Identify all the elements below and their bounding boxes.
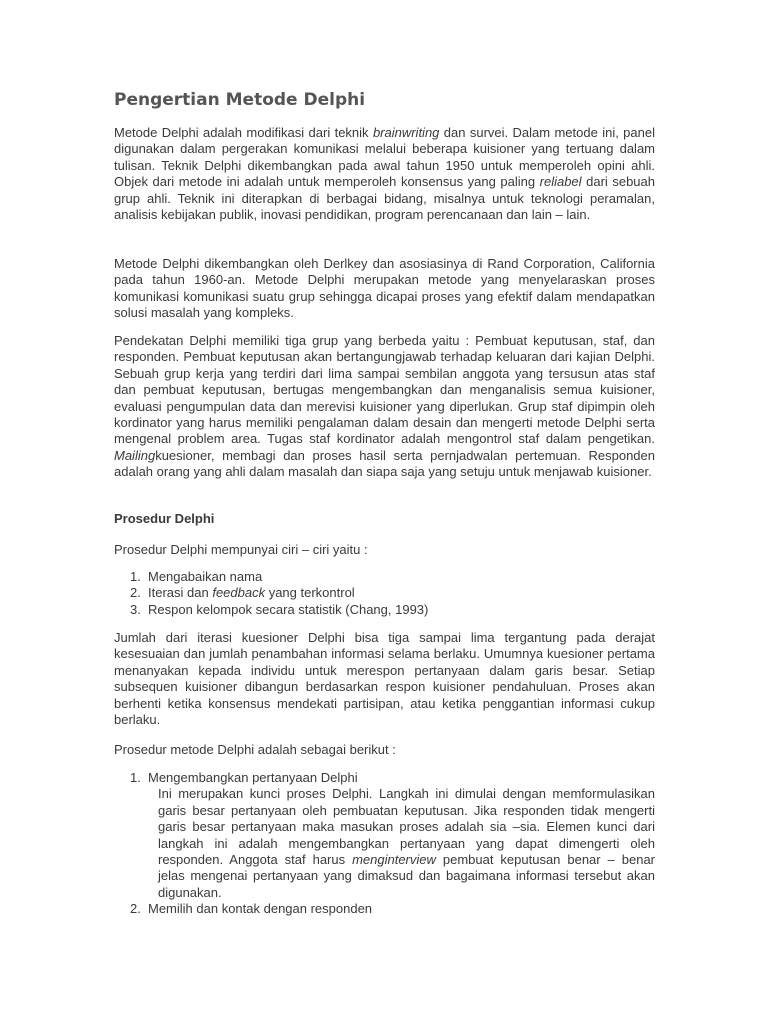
paragraph-5: Jumlah dari iterasi kuesioner Delphi bisa tiga sampai lima tergantung pada derajat kesesuaian dan jumlah penambahan informasi selama berlaku. Umumnya kuesioner pertama menanyakan kepada individu untuk merespon pertanyaan dalam garis besar. Setiap subsequen kuisioner dibangun berdasarkan respon kuisioner pendahuluan. Proses akan berhenti ketika konsensus mendekati partisipan, atau ketika penggantian informasi cukup berlaku. [114,630,655,728]
paragraph-2: Metode Delphi dikembangkan oleh Derlkey dan asosiasinya di Rand Corporation, California pada tahun 1960-an. Metode Delphi merupakan metode yang menyelaraskan proses komunikasi komunikasi suatu grup sehingga dicapai proses yang efektif dalam mendapatkan solusi masalah yang kompleks. [114,256,655,321]
text-run: dari sebuah grup ahli. Teknik ini diterapkan di berbagai bidang, misalnya untuk teknologi peramalan, analisis kebijakan publik, inovasi pendidikan, program perencanaan dan lain – lain. [114,174,655,223]
list-item: 1. Mengembangkan pertanyaan Delphi Ini merupakan kunci proses Delphi. Langkah ini dimulai dengan memformulasikan garis besar pertanyaan oleh pembuatan keputusan. Jika responden tidak mengerti garis besar pertanyaan maka masukan proses adalah sia –sia. Elemen kunci dari langkah ini adalah mengembangkan pertanyaan yang dapat dimengerti oleh responden. Anggota staf harus menginterview pembuat keputusan benar – benar jelas mengenai pertanyaan yang dimaksud dan bagaimana informasi tersebut akan digunakan. [130,770,656,900]
text-run: Metode Delphi adalah modifikasi dari teknik [114,125,373,140]
document-title: Pengertian Metode Delphi [114,90,366,110]
text-run: Pendekatan Delphi memiliki tiga grup yang berbeda yaitu : Pembuat keputusan, staf, dan responden. Pembuat keputusan akan bertangungjawab terhadap keluaran dari kajian Delphi. Sebuah grup kerja yang terdiri dari lima sampai sembilan anggota yang tersusun atas staf dan pembuat keputusan, bertugas mengembangkan dan menganalisis semua kuisioner, evaluasi pengumpulan data dan merevisi kuisioner yang diperlukan. Grup staf dipimpin oleh kordinator yang harus memiliki pengalaman dalam desain dan mengerti metode Delphi serta mengenal problem area. Tugas staf kordinator adalah mengontrol staf dalam pengetikan. [114,333,655,447]
emphasis-text: brainwriting [372,125,440,140]
paragraph-3 [114,333,655,481]
list-item: 1. Mengabaikan nama [130,569,263,584]
list-item-heading: Mengembangkan pertanyaan Delphi [148,770,358,785]
section-heading: Prosedur Delphi [114,511,215,526]
paragraph-4: Prosedur Delphi mempunyai ciri – ciri yaitu : [114,542,368,557]
text-run: kuesioner, membagi dan proses hasil serta pernjadwalan pertemuan. Responden adalah orang yang ahli dalam masalah dan siapa saja yang setuju untuk menjawab kuisioner. [114,447,655,480]
list-item-body: Ini merupakan kunci proses Delphi. Langkah ini dimulai dengan memformulasikan garis besar pertanyaan oleh pembuatan keputusan. Jika responden tidak mengerti garis besar pertanyaan maka masukan proses adalah sia –sia. Elemen kunci dari langkah ini adalah mengembangkan pertanyaan yang dapat dimengerti oleh responden. Anggota staf harus menginterview pembuat keputusan benar – benar jelas mengenai pertanyaan yang dimaksud dan bagaimana informasi tersebut akan digunakan. [158,786,656,900]
emphasis-text: Mailing [114,447,156,463]
paragraph-6: Prosedur metode Delphi adalah sebagai berikut : [114,742,396,757]
list-item: 3. Respon kelompok secara statistik (Chang, 1993) [130,601,429,617]
text-run: dan survei. Dalam metode ini, panel digunakan dalam pergerakan komunikasi melalui beberapa kuisioner yang tertuang dalam tulisan. Teknik Delphi dikembangkan pada awal tahun 1950 untuk memperoleh opini ahli. Objek dari metode ini adalah untuk memperoleh konsensus yang paling [114,125,655,190]
list-item: 2. Memilih dan kontak dengan responden [130,901,655,917]
list-item-heading: Memilih dan kontak dengan responden [148,901,373,917]
paragraph-1 [114,125,655,223]
list-item: 2. Iterasi dan feedback yang terkontrol [130,585,355,601]
emphasis-text: reliabel [539,174,582,190]
feature-list [130,569,655,618]
procedure-list [130,770,655,918]
